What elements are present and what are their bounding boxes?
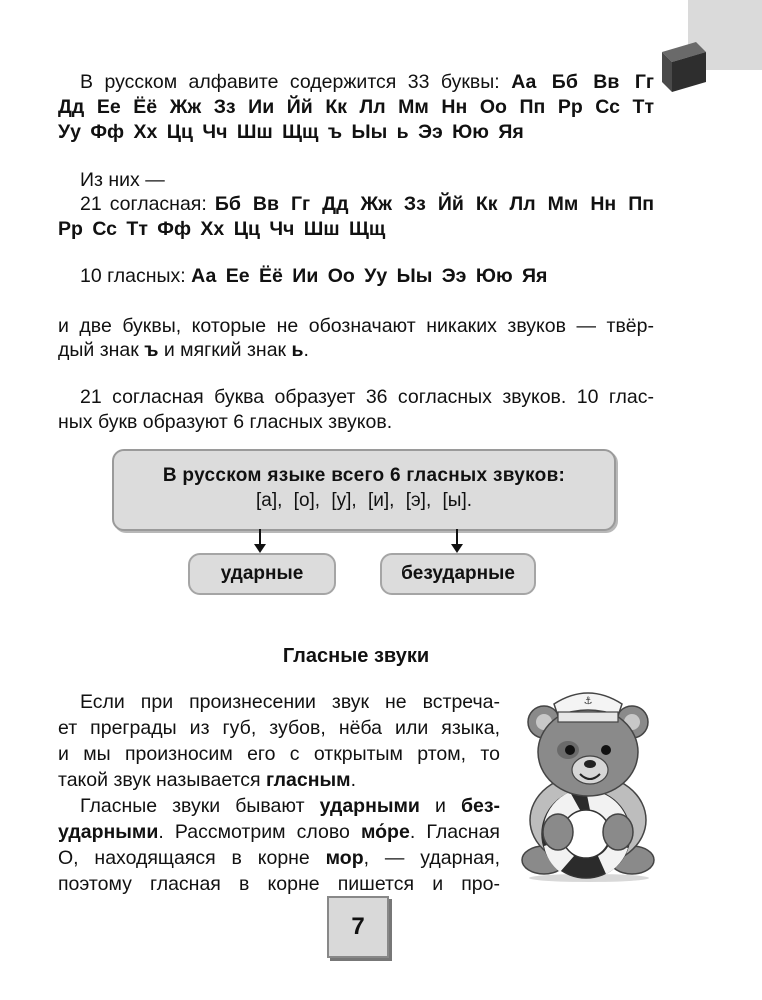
vowel-text-line: ет преграды из губ, зубов, нёба или языка, bbox=[58, 717, 500, 739]
signs-line-1: и две буквы, которые не обозначают никаких звуков — твёр- bbox=[58, 315, 654, 337]
stressed-box: ударные bbox=[188, 553, 336, 595]
soft-sign: ь bbox=[291, 339, 304, 361]
consonant-letters-1: Бб Вв Гг Дд Жж Зз Йй Кк Лл Мм Нн Пп bbox=[214, 193, 655, 215]
consonants-line: 21 согласная: Бб Вв Гг Дд Жж Зз Йй Кк Лл Мм Нн Пп bbox=[80, 193, 655, 215]
sounds-line-1: 21 согласная буква образует 36 согласных звуков. 10 глас- bbox=[80, 386, 654, 408]
term-vowel: гласным bbox=[266, 769, 351, 791]
arrow-to-stressed bbox=[259, 529, 261, 545]
vowel-sounds-title: В русском языке всего 6 гласных звуков: bbox=[162, 465, 566, 486]
vowel-letters: Аа Ее Ёё Ии Оо Уу Ыы Ээ Юю Яя bbox=[191, 265, 548, 287]
arrow-to-unstressed bbox=[456, 529, 458, 545]
vowel-text-line: поэтому гласная в корне пишется и про- bbox=[58, 873, 500, 895]
vowel-text-line: Если при произнесении звук не встреча- bbox=[80, 691, 500, 713]
vowel-text-line: и мы произносим его с открытым ртом, то bbox=[58, 743, 500, 765]
svg-text:⚓: ⚓ bbox=[583, 696, 593, 707]
vowel-sounds-box bbox=[112, 449, 616, 531]
consonants-lead: Из них — bbox=[80, 169, 165, 191]
page-number: 7 bbox=[327, 896, 389, 958]
alphabet-letters-1: Аа Бб Вв Гг bbox=[511, 71, 654, 93]
alphabet-letters-2: Дд Ее Ёё Жж Зз Ии Йй Кк Лл Мм Нн Оо Пп Рр Сс Тт bbox=[58, 96, 654, 118]
consonant-letters-2: Рр Сс Тт Фф Хх Цц Чч Шш Щщ bbox=[58, 218, 386, 240]
vowel-text-line: Гласные звуки бывают ударными и без- bbox=[80, 795, 501, 817]
vowel-text-line: О, находящаяся в корне мор, — ударная, bbox=[58, 847, 501, 869]
signs-line-2: дый знак ъ и мягкий знак ь. bbox=[58, 339, 309, 361]
cube-icon bbox=[656, 38, 712, 94]
section-title: Гласные звуки bbox=[282, 645, 430, 667]
vowels-line: 10 гласных: Аа Ее Ёё Ии Оо Уу Ыы Ээ Юю Яя bbox=[80, 265, 548, 287]
sounds-line-2: ных букв образуют 6 гласных звуков. bbox=[58, 411, 393, 433]
vowel-sounds-list: [а], [о], [у], [и], [э], [ы]. bbox=[255, 490, 472, 511]
vowel-text-line: ударными. Рассмотрим слово мо́ре. Гласная bbox=[58, 821, 500, 843]
vowel-text-line: такой звук называется гласным. bbox=[58, 769, 357, 791]
alphabet-intro-line: В русском алфавите содержится 33 буквы: Аа Бб Вв Гг bbox=[80, 71, 654, 93]
teddy-bear-illustration bbox=[514, 682, 664, 882]
example-word: мо́ре bbox=[360, 821, 410, 843]
unstressed-box: безударные bbox=[380, 553, 536, 595]
alphabet-letters-3: Уу Фф Хх Цц Чч Шш Щщ ъ Ыы ь Ээ Юю Яя bbox=[58, 121, 524, 143]
hard-sign: ъ bbox=[144, 339, 159, 361]
